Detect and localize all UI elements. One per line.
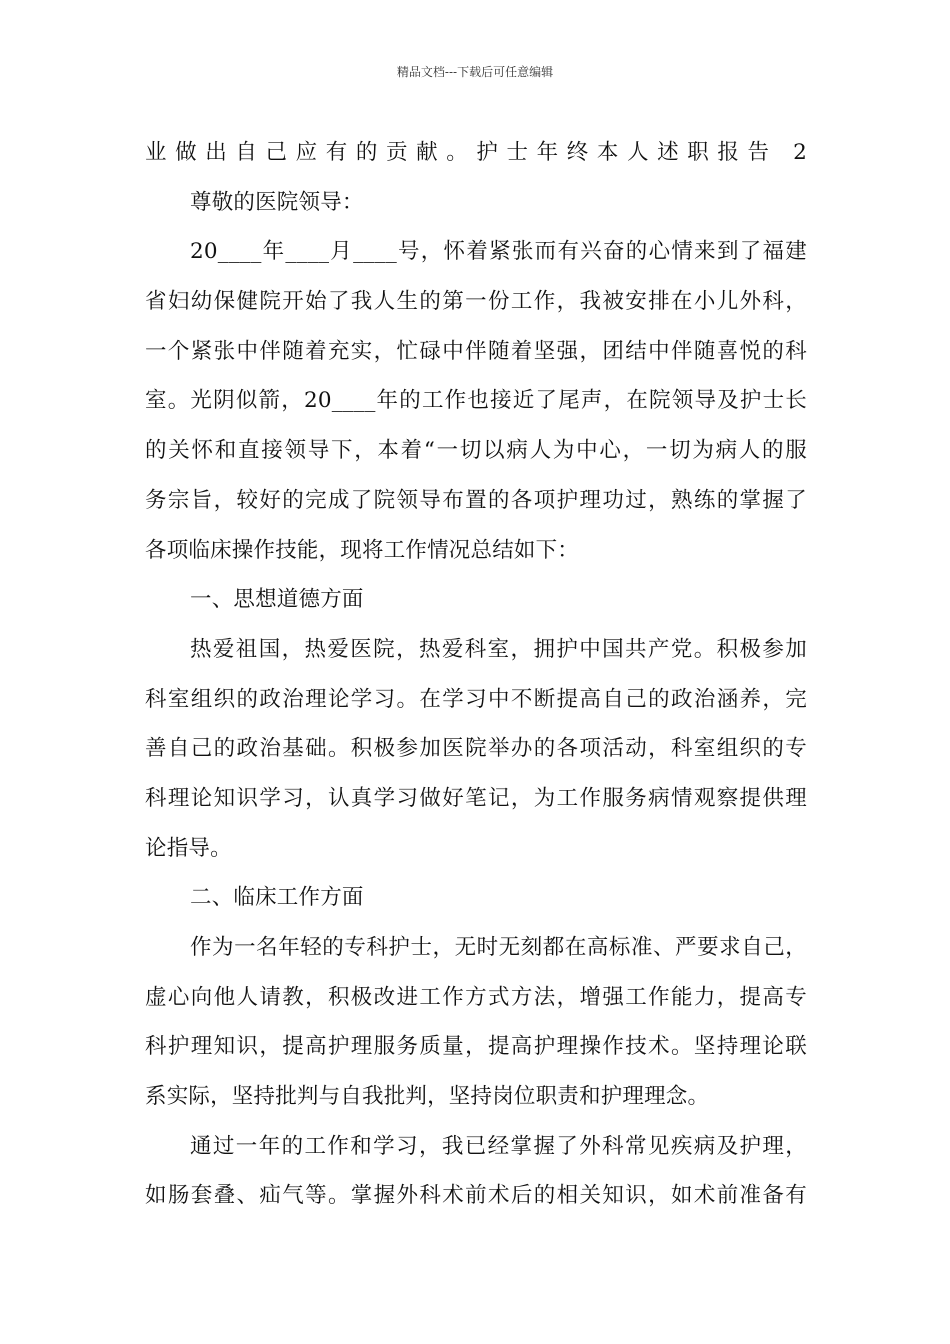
text-line: 论指导。	[145, 835, 232, 861]
text-line: 一个紧张中伴随着充实，忙碌中伴随着坚强，团结中伴随喜悦的科	[145, 338, 807, 364]
text-line: 的关怀和直接领导下，本着“一切以病人为中心，一切为病人的服	[145, 438, 807, 464]
section-heading: 一、思想道德方面	[190, 587, 364, 613]
salutation: 尊敬的医院领导：	[190, 189, 364, 215]
text-line: 务宗旨，较好的完成了院领导布置的各项护理功过，熟练的掌握了	[145, 487, 807, 513]
text-line: 省妇幼保健院开始了我人生的第一份工作，我被安排在小儿外科，	[145, 289, 807, 315]
page-header: 精品文档---下载后可任意编辑	[396, 65, 554, 79]
text-line: 业做出自己应有的贡献。护士年终本人述职报告 2	[145, 140, 807, 165]
text-line: 善自己的政治基础。积极参加医院举办的各项活动，科室组织的专	[145, 736, 807, 762]
text-line: 系实际，坚持批判与自我批判，坚持岗位职责和护理理念。	[145, 1084, 710, 1110]
document-body	[145, 128, 807, 1221]
text-line: 科室组织的政治理论学习。在学习中不断提高自己的政治涵养，完	[145, 686, 807, 712]
text-line: 作为一名年轻的专科护士，无时无刻都在高标准、严要求自己，	[190, 935, 807, 960]
text-line: 如肠套叠、疝气等。掌握外科术前术后的相关知识，如术前准备有	[145, 1183, 807, 1209]
text-line: 科护理知识，提高护理服务质量，提高护理操作技术。坚持理论联	[145, 1034, 807, 1060]
text-line: 各项临床操作技能，现将工作情况总结如下：	[145, 537, 580, 563]
text-line: 热爱祖国，热爱医院，热爱科室，拥护中国共产党。积极参加	[190, 636, 807, 662]
text-line: 室。光阴似箭，20____年的工作也接近了尾声，在院领导及护士长	[145, 388, 807, 414]
section-heading: 二、临床工作方面	[190, 885, 364, 911]
text-line: 虚心向他人请教，积极改进工作方式方法，增强工作能力，提高专	[145, 984, 807, 1010]
text-line: 通过一年的工作和学习，我已经掌握了外科常见疾病及护理，	[190, 1133, 807, 1159]
text-line: 科理论知识学习，认真学习做好笔记，为工作服务病情观察提供理	[145, 785, 807, 811]
text-line: 20____年____月____号，怀着紧张而有兴奋的心情来到了福建	[190, 239, 807, 265]
